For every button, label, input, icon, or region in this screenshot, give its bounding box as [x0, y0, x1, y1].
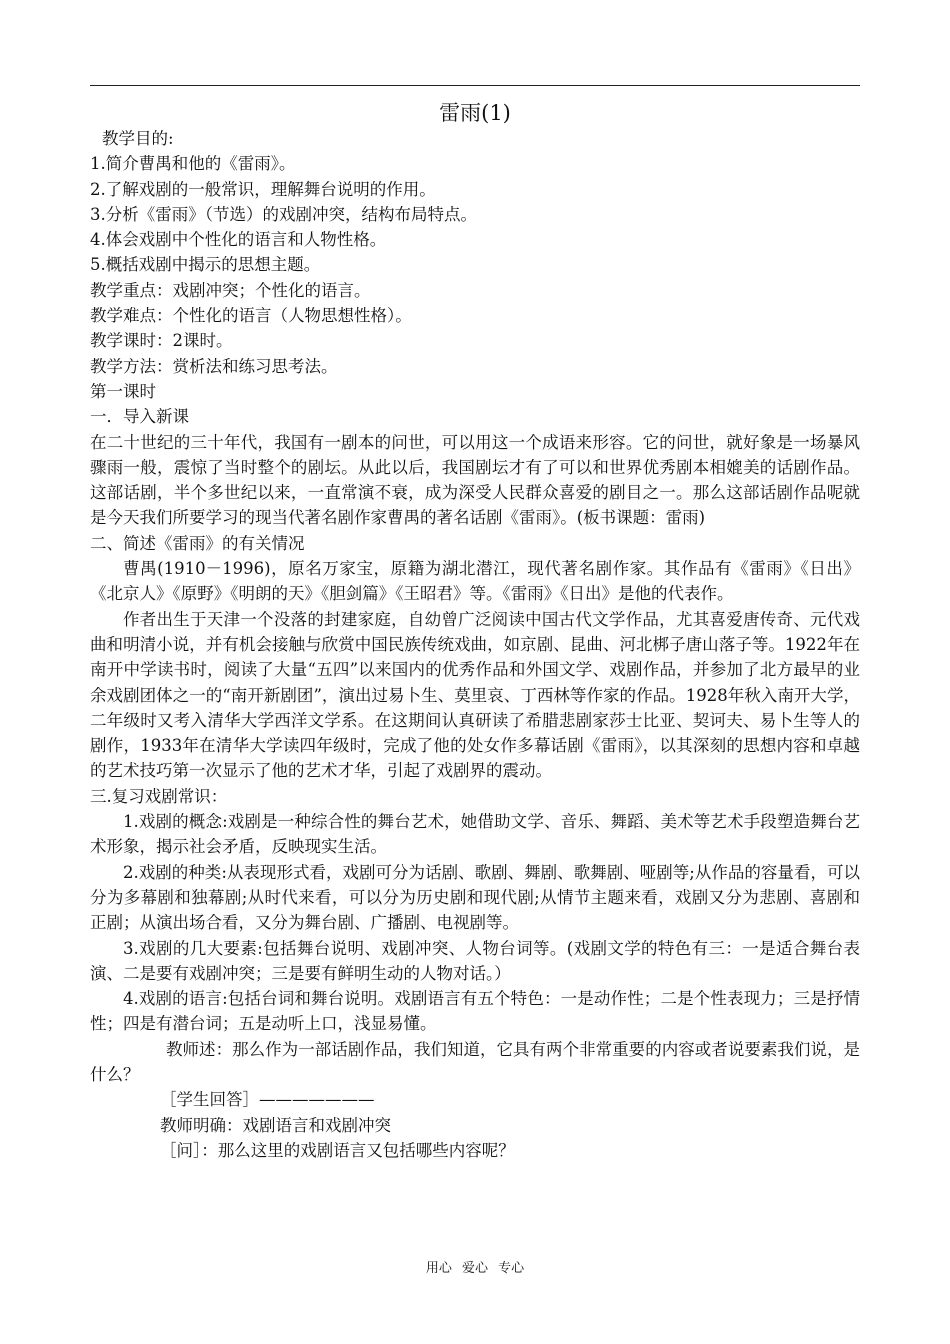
- teaching-method: 教学方法：赏析法和练习思考法。: [90, 356, 338, 376]
- drama-language-paragraph: 4.戏剧的语言:包括台词和舞台说明。戏剧语言有五个特色：一是动作性；二是个性表现力；三是抒情性；四是有潜台词；五是动听上口，浅显易懂。: [90, 989, 860, 1034]
- section-heading-intro: 一．导入新课: [90, 407, 189, 427]
- teaching-focus: 教学重点：戏剧冲突；个性化的语言。: [90, 280, 371, 300]
- question-line: ［问］：那么这里的戏剧语言又包括哪些内容呢？: [160, 1140, 515, 1160]
- document-body: [90, 126, 860, 1163]
- student-answer: ［学生回答］———————: [160, 1090, 375, 1110]
- objective-item: 4.体会戏剧中个性化的语言和人物性格。: [90, 230, 387, 250]
- objective-item: 3.分析《雷雨》（节选）的戏剧冲突，结构布局特点。: [90, 204, 477, 224]
- drama-concept-paragraph: 1.戏剧的概念:戏剧是一种综合性的舞台艺术，她借助文学、音乐、舞蹈、美术等艺术手段塑造舞台艺术形象，揭示社会矛盾，反映现实生活。: [90, 812, 860, 857]
- lesson-heading: 第一课时: [90, 381, 156, 401]
- author-paragraph: 曹禺(1910－1996)，原名万家宝，原籍为湖北潜江，现代著名剧作家。其作品有《雷雨》《日出》《北京人》《原野》《明朗的天》《胆剑篇》《王昭君》等。《雷雨》《日出》是他的代表作。: [90, 559, 860, 604]
- teaching-difficulty: 教学难点：个性化的语言（人物思想性格）。: [90, 306, 412, 326]
- intro-paragraph: 在二十世纪的三十年代，我国有一剧本的问世，可以用这一个成语来形容。它的问世，就好象是一场暴风骤雨一般，震惊了当时整个的剧坛。从此以后，我国剧坛才有了可以和世界优秀剧本相媲美的话剧作品。这部话剧，半个多世纪以来，一直常演不衰，成为深受人民群众喜爱的剧目之一。那么这部话剧作品呢就是今天我们所要学习的现当代著名剧作家曹禺的著名话剧《雷雨》。(板书课题：雷雨): [90, 432, 860, 528]
- section-heading-overview: 二、简述《雷雨》的有关情况: [90, 533, 305, 553]
- document-title: 雷雨(1): [439, 101, 511, 125]
- drama-elements-paragraph: 3.戏剧的几大要素:包括舞台说明、戏剧冲突、人物台词等。(戏剧文学的特色有三：一是适合舞台表演、二是要有戏剧冲突；三是要有鲜明生动的人物对话。）: [90, 938, 860, 983]
- drama-types-paragraph: 2.戏剧的种类:从表现形式看，戏剧可分为话剧、歌剧、舞剧、歌舞剧、哑剧等;从作品的容量看，可以分为多幕剧和独幕剧;从时代来看，可以分为历史剧和现代剧;从情节主题来看，戏剧又分为悲剧、喜剧和正剧；从演出场合看，又分为舞台剧、广播剧、电视剧等。: [90, 862, 860, 933]
- section-heading-objectives: 教学目的:: [102, 129, 174, 148]
- biography-paragraph: 作者出生于天津一个没落的封建家庭，自幼曾广泛阅读中国古代文学作品，尤其喜爱唐传奇、元代戏曲和明清小说，并有机会接触与欣赏中国民族传统戏曲，如京剧、昆曲、河北梆子唐山落子等。1922年在南开中学读书时，阅读了大量“五四”以来国内的优秀作品和外国文学、戏剧作品，并参加了北方最早的业余戏剧团体之一的“南开新剧团”，演出过易卜生、莫里哀、丁西林等作家的作品。1928年秋入南开大学，二年级时又考入清华大学西洋文学系。在这期间认真研读了希腊悲剧家莎士比亚、契诃夫、易卜生等人的剧作，1933年在清华大学读四年级时，完成了他的处女作多幕话剧《雷雨》，以其深刻的思想内容和卓越的艺术技巧第一次显示了他的艺术才华，引起了戏剧界的震动。: [90, 609, 860, 781]
- section-heading-drama-basics: 三.复习戏剧常识：: [90, 786, 228, 806]
- teacher-statement-paragraph: 教师述：那么作为一部话剧作品，我们知道，它具有两个非常重要的内容或者说要素我们说，是什么？: [90, 1039, 860, 1084]
- objective-item: 5.概括戏剧中揭示的思想主题。: [90, 255, 321, 275]
- objective-item: 2.了解戏剧的一般常识，理解舞台说明的作用。: [90, 179, 436, 199]
- teaching-hours: 教学课时：2课时。: [90, 331, 233, 351]
- header-rule: [90, 85, 860, 86]
- teacher-clarification: 教师明确：戏剧语言和戏剧冲突: [160, 1115, 391, 1135]
- page-footer: 用心 爱心 专心: [425, 1261, 525, 1276]
- objective-item: 1.简介曹禺和他的《雷雨》。: [90, 154, 296, 174]
